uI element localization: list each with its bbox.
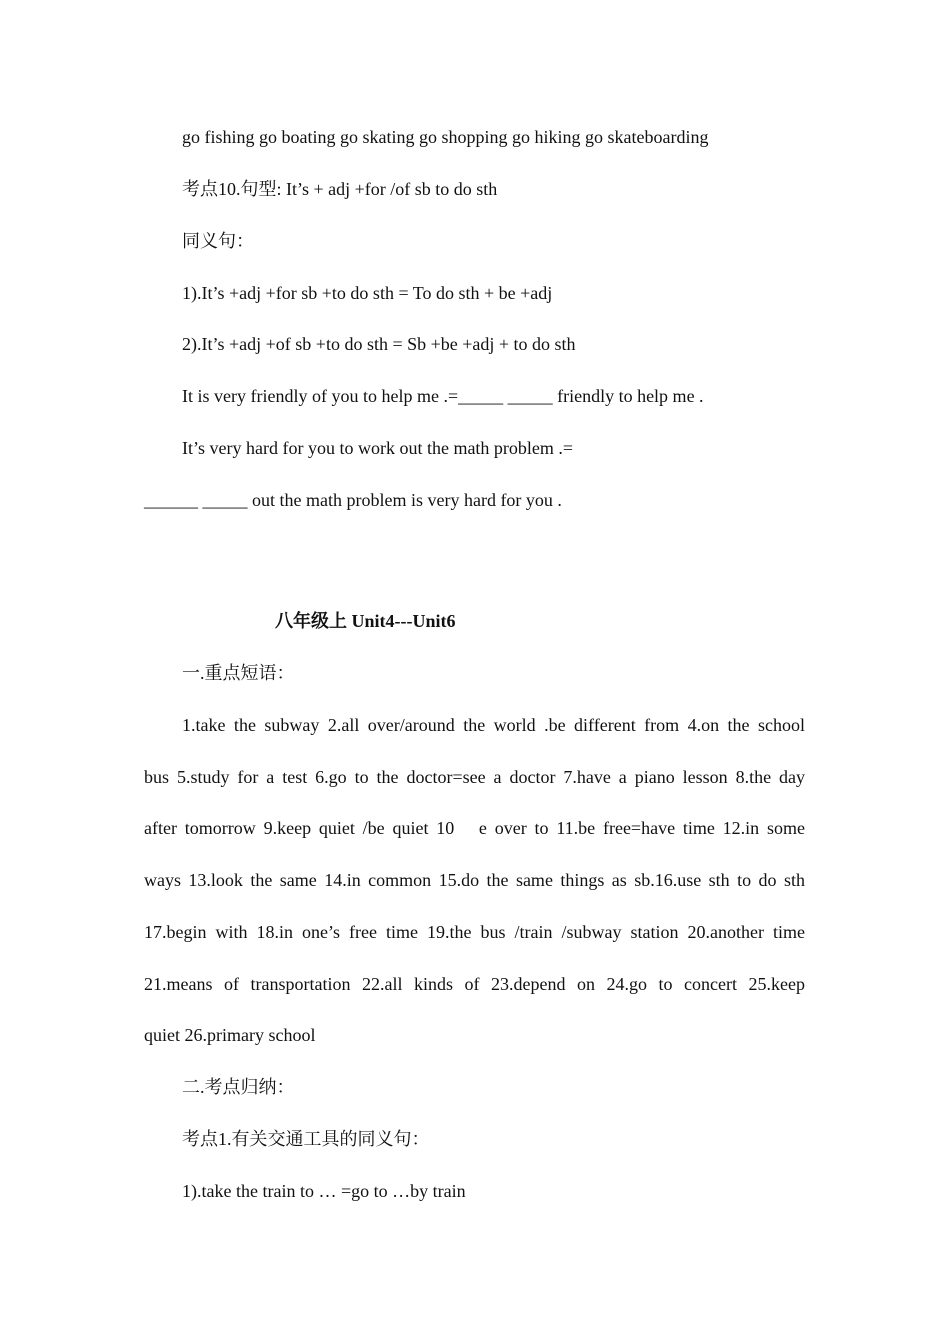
point1-heading: 考点1.有关交通工具的同义句： <box>182 1129 430 1149</box>
rule-1: 1).It’s +adj +for sb +to do sth = To do sth + be +adj <box>182 283 553 303</box>
phrase-line: 1.take the subway 2.all over/around the world .be different from 4.on the school <box>182 715 805 735</box>
phrase-line: ways 13.look the same 14.in common 15.do the same things as sb.16.use sth to do sth <box>144 870 805 890</box>
rule-2: 2).It’s +adj +of sb +to do sth = Sb +be +adj + to do sth <box>182 334 576 354</box>
example-2-part-1: It’s very hard for you to work out the math problem .= <box>182 438 574 458</box>
example-1: It is very friendly of you to help me .=_____ _____ friendly to help me . <box>182 386 704 406</box>
point10-heading: 考点10.句型: It’s + adj +for /of sb to do sth <box>182 179 498 199</box>
phrase-line: 17.begin with 18.in one’s free time 19.the bus /train /subway station 20.another time <box>144 922 805 942</box>
phrase-line: bus 5.study for a test 6.go to the doctor=see a doctor 7.have a piano lesson 8.the day <box>144 767 805 787</box>
summary-heading: 二.考点归纳： <box>182 1077 295 1097</box>
phrases-heading: 一.重点短语： <box>182 663 295 683</box>
unit-title: 八年级上 Unit4---Unit6 <box>275 611 456 631</box>
synonym-label: 同义句： <box>182 231 254 251</box>
point1-rule-1: 1).take the train to … =go to …by train <box>182 1181 466 1201</box>
activities-line: go fishing go boating go skating go shopping go hiking go skateboarding <box>182 127 709 147</box>
example-2-part-2: ______ _____ out the math problem is very hard for you . <box>144 490 562 510</box>
phrase-line: quiet 26.primary school <box>144 1025 316 1045</box>
phrase-line: after tomorrow 9.keep quiet /be quiet 10 e over to 11.be free=have time 12.in some <box>144 818 805 838</box>
phrase-line: 21.means of transportation 22.all kinds of 23.depend on 24.go to concert 25.keep <box>144 974 805 994</box>
